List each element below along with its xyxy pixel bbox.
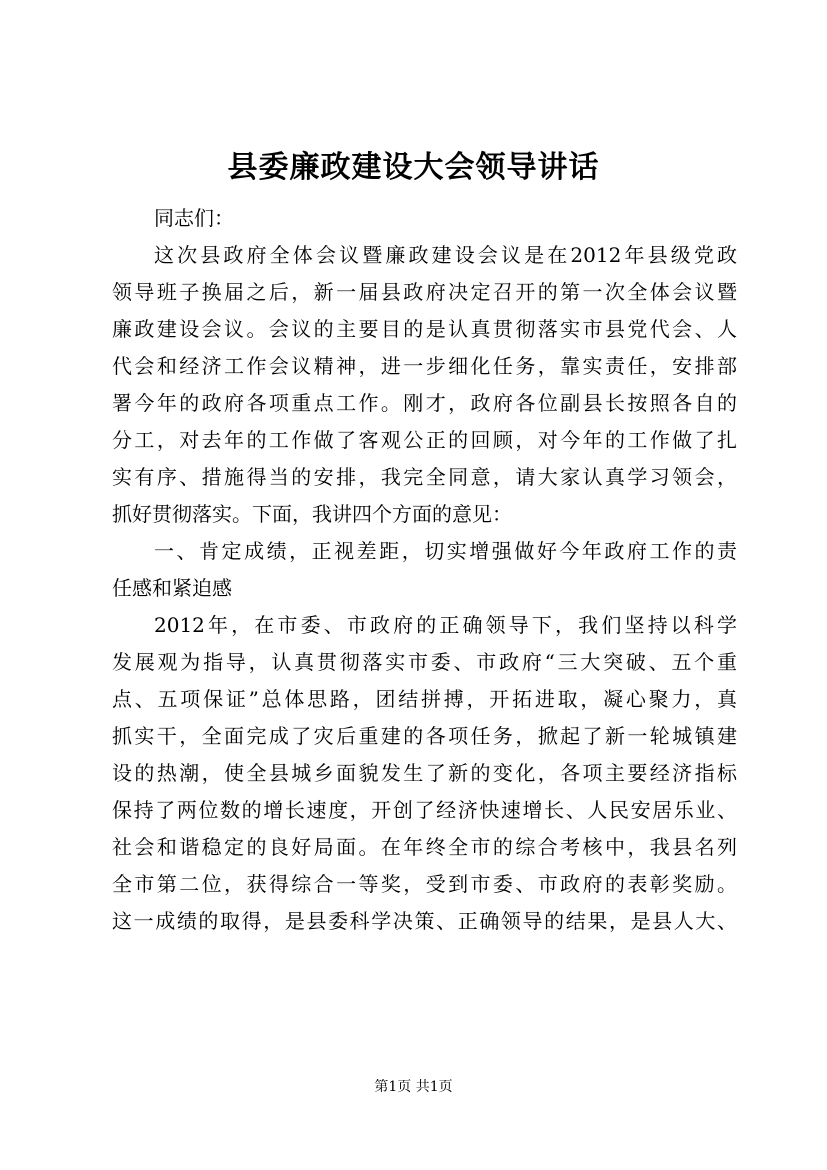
- body-line: 廉政建设会议。会议的主要目的是认真贯彻落实市县党代会、人: [112, 317, 737, 341]
- body-line: 保持了两位数的增长速度，开创了经济快速增长、人民安居乐业、: [112, 798, 737, 822]
- body-line: 全市第二位，获得综合一等奖，受到市委、市政府的表彰奖励。: [112, 872, 737, 896]
- body-line: 分工，对去年的工作做了客观公正的回顾，对今年的工作做了扎: [112, 428, 737, 452]
- body-line: 点、五项保证”总体思路，团结拼搏，开拓进取，凝心聚力，真: [112, 687, 737, 711]
- body-line: 抓实干，全面完成了灾后重建的各项任务，掀起了新一轮城镇建: [112, 724, 737, 748]
- document-body: [112, 200, 737, 940]
- body-line: 领导班子换届之后，新一届县政府决定召开的第一次全体会议暨: [112, 280, 737, 304]
- page-number-footer: 第1页 共1页: [374, 1079, 453, 1095]
- body-line: 代会和经济工作会议精神，进一步细化任务，靠实责任，安排部: [112, 354, 737, 378]
- salutation-line: 同志们：: [154, 206, 234, 230]
- body-line: 设的热潮，使全县城乡面貌发生了新的变化，各项主要经济指标: [112, 761, 737, 785]
- document-title: 县委廉政建设大会领导讲话: [227, 150, 600, 185]
- body-line: 社会和谐稳定的良好局面。在年终全市的综合考核中，我县名列: [112, 835, 737, 859]
- body-line: 实有序、措施得当的安排，我完全同意，请大家认真学习领会，: [112, 465, 737, 489]
- body-line: 这一成绩的取得，是县委科学决策、正确领导的结果，是县人大、: [112, 909, 737, 933]
- body-line: 署今年的政府各项重点工作。刚才，政府各位副县长按照各自的: [112, 391, 737, 415]
- body-line: 2012年，在市委、市政府的正确领导下，我们坚持以科学: [154, 613, 737, 637]
- section-heading-line: 任感和紧迫感: [112, 576, 232, 600]
- section-heading-line: 一、肯定成绩，正视差距，切实增强做好今年政府工作的责: [154, 539, 737, 563]
- body-line: 发展观为指导，认真贯彻落实市委、市政府“三大突破、五个重: [112, 650, 737, 674]
- body-line: 抓好贯彻落实。下面，我讲四个方面的意见：: [112, 502, 512, 526]
- body-line: 这次县政府全体会议暨廉政建设会议是在2012年县级党政: [154, 243, 737, 267]
